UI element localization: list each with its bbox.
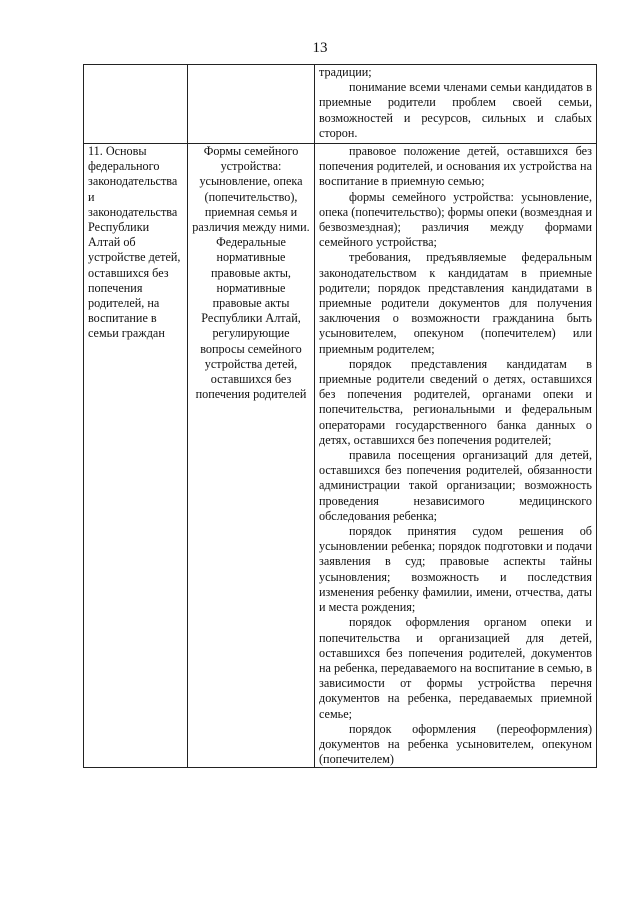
table-row bbox=[84, 65, 597, 144]
subtopic-text: Формы семейного устройства: усыновление, опека (попечительство), приемная семья и различия между ними. Федеральные нормативные правовые акты, нормативные правовые акты Республики Алтай, регулирующие вопросы семейного устройства детей, оставшихся без попечения родителей bbox=[192, 144, 310, 402]
subtopic-cell-empty bbox=[188, 65, 315, 144]
content-paragraph: порядок оформления (переоформления) документов на ребенка усыновителем, опекуном (попечителем) bbox=[319, 721, 592, 767]
content-paragraph: правовое положение детей, оставшихся без попечения родителей, и основания их устройства на воспитание в приемную семью; bbox=[319, 144, 592, 189]
content-cell bbox=[315, 65, 597, 144]
content-paragraph: традиции; bbox=[319, 65, 372, 79]
content-paragraph: порядок представления кандидатам в приемные родители сведений о детях, оставшихся без попечения родителей, органами опеки и попечительства, региональными и федеральным операторами государственного банка данных о детях, оставшихся без попечения родителей; bbox=[319, 356, 592, 447]
page-number: 13 bbox=[312, 40, 328, 56]
content-paragraph: формы семейного устройства: усыновление, опека (попечительство); формы опеки (возмездная и безвозмездная); различия между формами семейного устройства; bbox=[319, 189, 592, 250]
content-paragraph: требования, предъявляемые федеральным законодательством к кандидатам в приемные родители; порядок представления кандидатами в приемные родители документов для получения заключения о возможности гражданина быть усыновителем, опекуном (попечителем) или приемным родителем; bbox=[319, 250, 592, 356]
content-paragraph: порядок принятия судом решения об усыновлении ребенка; порядок подготовки и подачи заявления в суд; правовые аспекты тайны усыновления; возможность и последствия изменения ребенку фамилии, имени, отчества, даты и места рождения; bbox=[319, 524, 592, 615]
content-paragraph: порядок оформления органом опеки и попечительства и организацией для детей, оставшихся без попечения родителей, документов на ребенка, передаваемого на воспитание в семью, в зависимости от формы устройства перечня документов на ребенка, передаваемых приемной семье; bbox=[319, 615, 592, 721]
topic-cell bbox=[84, 144, 188, 768]
content-cell bbox=[315, 144, 597, 768]
table-row bbox=[84, 144, 597, 768]
content-paragraph: понимание всеми членами семьи кандидатов в приемные родители проблем своей семьи, возможностей и ресурсов, сильных и слабых сторон. bbox=[319, 80, 592, 140]
subtopic-cell bbox=[188, 144, 315, 768]
topic-text: 11. Основы федерального законодательства и законодательства Республики Алтай об устройстве детей, оставшихся без попечения родителей, на воспитание в семьи граждан bbox=[88, 144, 181, 341]
curriculum-table bbox=[83, 64, 597, 768]
topic-cell-empty bbox=[84, 65, 188, 144]
content-paragraph: правила посещения организаций для детей, оставшихся без попечения родителей, обязанности администрации такой организации; возможность проведения независимого медицинского обследования ребенка; bbox=[319, 448, 592, 523]
